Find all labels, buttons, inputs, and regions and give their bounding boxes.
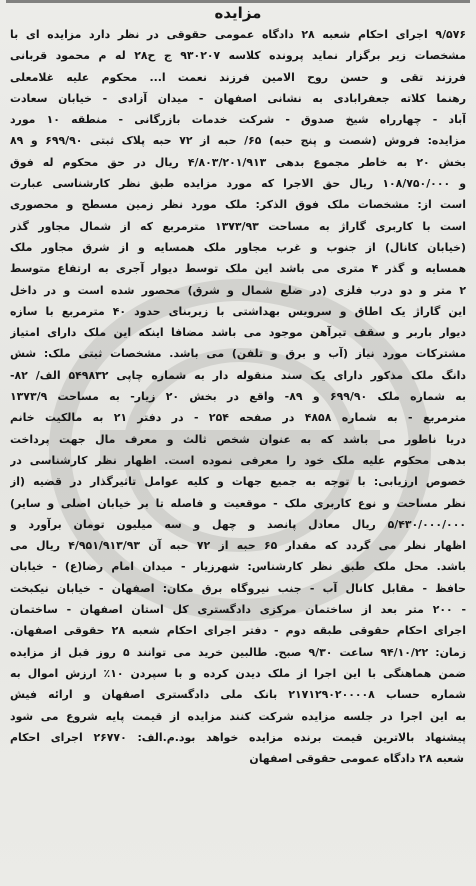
notice-line: ۲ متر و دو درب فلزی (در ضلع شمال و شرق) محصور شده است و در داخل [10, 283, 466, 297]
notice-line: آباد - چهارراه شیخ صدوق - شرکت خدمات بازرگانی - منطقه ۱۰ مورد [10, 113, 466, 127]
notice-line: مشخصات زیر برگزار نماید پرونده کلاسه ۹۳۰۲۰۷ ج ح۲۸ له م محمود قربانی [10, 49, 466, 63]
notice-line: این گاراژ یک اطاق و سرویس بهداشتی با زیربنای حدود ۴۰ مترمربع با سازه [10, 304, 466, 318]
notice-line: (خیابان کانال) از جنوب و غرب مجاور ملک همسایه و از شرق مجاور ملک [10, 240, 466, 254]
top-divider [6, 0, 470, 3]
notice-line: دانگ ملک مذکور دارای یک سند منقوله دار به شماره چاپی ۵۴۹۸۳۲ الف/ ۸۲- [10, 368, 466, 382]
notice-line: است از: مشخصات ملک فوق الذکر: ملک مورد نظر زمین مسطح و محصوری [10, 198, 466, 212]
notice-title: مزایده [214, 4, 262, 22]
notice-line: رهنما کلاته جعفرابادی به نشانی اصفهان - میدان آزادی - خیابان سعادت [10, 91, 466, 105]
notice-line: - ۲۰۰ متر بعد از ساختمان مرکزی دادگستری کل استان اصفهان - ساختمان [10, 603, 466, 617]
notice-line: خصوص ارزیابی: با توجه به جمیع جهات و کلیه عوامل تاثیرگذار در قضیه (از [10, 475, 466, 489]
notice-line: دریا ناطور می باشد که به عنوان شخص ثالث و معرف مال جهت پرداخت [10, 432, 466, 446]
notice-line: و ۱۰۸/۷۵۰/۰۰۰ ریال حق الاجرا که مورد مزایده طبق نظر کارشناسی عبارت [10, 177, 466, 191]
notice-body [10, 24, 466, 882]
notice-line: بخش ۲۰ به خاطر مجموع بدهی ۴/۸۰۳/۲۰۱/۹۱۳ ریال در حق محکوم له فوق [10, 155, 466, 169]
notice-line: مترمربع - به شماره ۴۸۵۸ در صفحه ۲۵۴ - در دفتر ۲۱ به مالکیت خانم [10, 411, 466, 425]
notice-line: به شماره ملک ۶۹۹/۹۰ و ۸۹- واقع در بخش ۲۰ زیار- به مساحت ۱۳۷۳/۹ [10, 390, 466, 404]
notice-line: نظر مساحت و نوع کاربری ملک - موقعیت و فاصله تا بر خیابان اصلی و سایر) [10, 496, 466, 510]
notice-line: فرزند تقی و حسن روح الامین فرزند نعمت ا... محکوم علیه غلامعلی [10, 70, 466, 84]
notice-signature: شعبه ۲۸ دادگاه عمومی حقوقی اصفهان [249, 752, 464, 766]
notice-line: دیوار باربر و سقف تیرآهن موجود می باشد مضافا اینکه این ملک دارای امتیاز [10, 326, 466, 340]
notice-line: است با کاربری گاراژ به مساحت ۱۳۷۳/۹۳ مترمربع که از شمال مجاور گذر [10, 219, 466, 233]
notice-line: باشد. محل ملک طبق نظر کارشناس: شهرزیار - میدان امام رضا(ع) - خیابان [10, 560, 466, 574]
notice-line: بدهی محکوم علیه ملک خود را معرفی نموده است. اظهار نظر کارشناسی در [10, 453, 466, 467]
notice-line: حافظ - مقابل کانال آب - جنب نیروگاه برق مکان: اصفهان - خیابان نیکبخت [10, 581, 466, 595]
notice-line: اظهار نظر می گردد که مقدار ۶۵ حبه از ۷۲ حبه آن ۴/۹۵۱/۹۱۳/۹۳ ریال می [10, 539, 466, 553]
notice-line: شماره حساب ۲۱۷۱۲۹۰۲۰۰۰۰۸ بانک ملی دادگستری اصفهان و ارائه فیش [10, 688, 466, 702]
notice-line: پیشنهاد بالاترین قیمت برنده مزایده خواهد بود.م.الف: ۲۶۷۷۰ اجرای احکام [10, 730, 466, 744]
notice-line: مزایده: فروش (شصت و پنج حبه) ۶۵/ حبه از ۷۲ حبه پلاک ثبتی ۶۹۹/۹۰ و ۸۹ [10, 134, 466, 148]
notice-line: ضمن هماهنگی با این اجرا از ملک دیدن کرده و با سپردن ۱۰٪ ارزش اموال به [10, 666, 466, 680]
notice-line: زمان: ۹۴/۱۰/۲۲ ساعت ۹/۳۰ صبح. طالبین خرید می توانند ۵ روز قبل از مزایده [10, 645, 466, 659]
notice-line: اجرای احکام حقوقی طبقه دوم - دفتر اجرای احکام شعبه ۲۸ حقوقی اصفهان. [10, 624, 466, 638]
notice-line: ۹/۵۷۶ اجرای احکام شعبه ۲۸ دادگاه عمومی حقوقی در نظر دارد مزایده ای با [10, 28, 466, 41]
notice-line: مشترکات مورد نیاز (آب و برق و تلفن) می باشد. مشخصات ثبتی ملک: شش [10, 347, 466, 361]
notice-line: به این اجرا در جلسه مزایده شرکت کنند مزایده از قیمت پایه شروع می شود [10, 709, 466, 723]
notice-line: ۵/۴۳۰/۰۰۰/۰۰۰ ریال معادل پانصد و چهل و سه میلیون تومان برآورد و [10, 517, 466, 531]
notice-line: همسایه و گذر ۴ متری می باشد این ملک توسط دیوار آجری به ارتفاع متوسط [10, 262, 466, 276]
